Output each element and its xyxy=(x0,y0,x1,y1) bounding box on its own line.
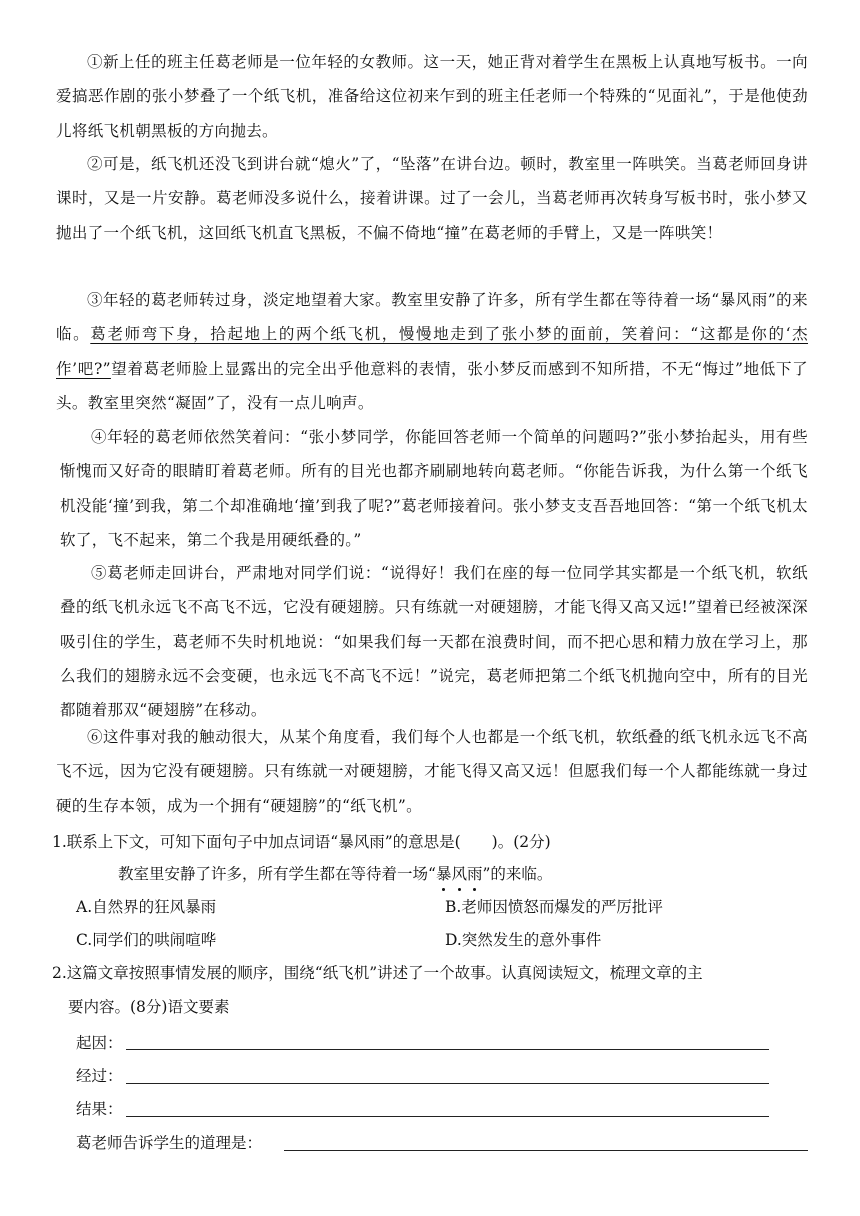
passage-paragraph-5: ⑤葛老师走回讲台，严肃地对同学们说：“说得好！我们在座的每一位同学其实都是一个纸飞机，软纸叠的纸飞机永远飞不高飞不远，它没有硬翅膀。只有练就一对硬翅膀，才能飞得又高又远!”望着已经被深深吸引住的学生，葛老师不失时机地说：“如果我们每一天都在浪费时间，而不把心思和精力放在学习上，那么我们的翅膀永远不会变硬，也永远飞不高飞不远！”说完，葛老师把第二个纸飞机抛向空中，所有的目光都随着那双“硬翅膀”在移动。 xyxy=(60,564,808,720)
question-1-sentence xyxy=(118,860,552,888)
process-answer-line[interactable] xyxy=(126,1083,769,1084)
dotted-char: 暴 xyxy=(436,860,452,888)
option-c: C.同学们的哄闹喧哗 xyxy=(76,931,217,949)
result-answer-line[interactable] xyxy=(126,1116,769,1117)
dotted-char: 雨 xyxy=(467,860,483,888)
cause-answer-line[interactable] xyxy=(126,1049,769,1050)
paragraph-3-text-b: 望着葛老师脸上显露出的完全出乎他意料的表情，张小梦反而感到不知所措，不无“悔过”地低下了头。教室里突然“凝固”了，没有一点儿响声。 xyxy=(56,359,808,412)
question-1-stem: 1.联系上下文，可知下面句子中加点词语“暴风雨”的意思是( )。(2分) xyxy=(52,833,551,851)
question-2-stem-line-2: 要内容。(8分)语文要素 xyxy=(68,998,230,1016)
option-d: D.突然发生的意外事件 xyxy=(445,931,602,949)
option-a: A.自然界的狂风暴雨 xyxy=(76,898,217,916)
lesson-answer-line[interactable] xyxy=(284,1150,808,1151)
passage-paragraph-4: ④年轻的葛老师依然笑着问：“张小梦同学，你能回答老师一个简单的问题吗?”张小梦抬起头，用有些惭愧而又好奇的眼睛盯着葛老师。所有的目光也都齐刷刷地转向葛老师。“你能告诉我，为什么第一个纸飞机没能‘撞’到我，第二个却准确地‘撞’到我了呢?”葛老师接着问。张小梦支支吾吾地回答：“第一个纸飞机太软了，飞不起来，第二个我是用硬纸叠的。” xyxy=(60,428,808,549)
passage-paragraph-2: ②可是，纸飞机还没飞到讲台就“熄火”了，“坠落”在讲台边。顿时，教室里一阵哄笑。当葛老师回身讲课时，又是一片安静。葛老师没多说什么，接着讲课。过了一会儿，当葛老师再次转身写板书时，张小梦又抛出了一个纸飞机，这回纸飞机直飞黑板，不偏不倚地“撞”在葛老师的手臂上，又是一阵哄笑！ xyxy=(56,155,808,242)
lesson-label: 葛老师告诉学生的道理是： xyxy=(76,1134,263,1152)
sentence-text-after: ”的来临。 xyxy=(482,865,553,883)
underlined-sentence: 葛老师弯下身，拾起地上的两个纸飞机，慢慢地走到了张小梦的面前，笑着问：“这都是你的‘杰作’吧?” xyxy=(56,325,809,378)
sentence-text-before: 教室里安静了许多，所有学生都在等待着一场“ xyxy=(118,865,436,883)
result-label: 结果： xyxy=(76,1100,123,1118)
cause-label: 起因： xyxy=(76,1034,123,1052)
passage-paragraph-6: ⑥这件事对我的触动很大，从某个角度看，我们每个人也都是一个纸飞机，软纸叠的纸飞机永远飞不高飞不远，因为它没有硬翅膀。只有练就一对硬翅膀，才能飞得又高又远！但愿我们每一个人都能练就一身过硬的生存本领，成为一个拥有“硬翅膀”的“纸飞机”。 xyxy=(56,728,808,815)
paragraph-3-text-a: ③年轻的葛老师转过身，淡定地望着大家。教室里安静了许多，所有学生都在等待着一场“暴风雨”的来临。 xyxy=(56,291,808,344)
dotted-char: 风 xyxy=(451,860,467,888)
question-2-stem-line-1: 2.这篇文章按照事情发展的顺序，围绕“纸飞机”讲述了一个故事。认真阅读短文，梳理文章的主 xyxy=(52,964,703,982)
passage-paragraph-1: ①新上任的班主任葛老师是一位年轻的女教师。这一天，她正背对着学生在黑板上认真地写板书。一向爱搞恶作剧的张小梦叠了一个纸飞机，准备给这位初来乍到的班主任老师一个特殊的“见面礼”，于是他使劲儿将纸飞机朝黑板的方向抛去。 xyxy=(56,53,808,140)
option-b: B.老师因愤怒而爆发的严厉批评 xyxy=(445,898,663,916)
process-label: 经过： xyxy=(76,1067,123,1085)
passage-paragraph-3 xyxy=(56,283,808,420)
